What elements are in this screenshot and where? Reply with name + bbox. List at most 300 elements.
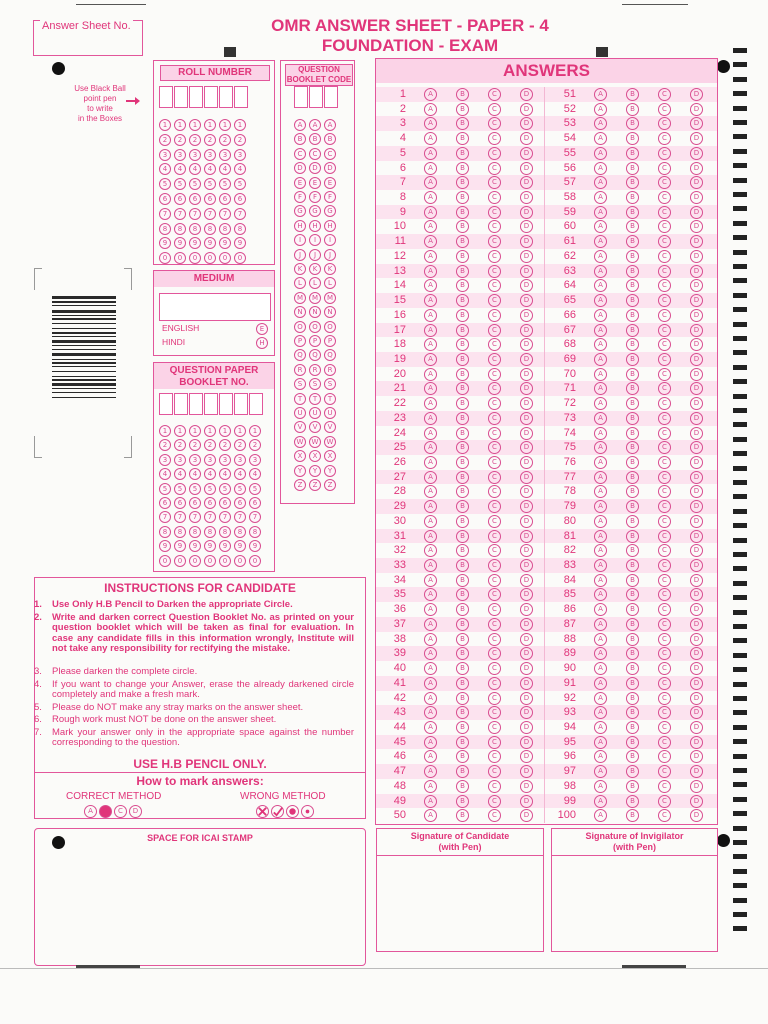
answer-bubble-d[interactable]: D [520,338,533,351]
answer-bubble-b[interactable]: B [456,706,469,719]
qp-booklet-bubble[interactable]: 0 [249,555,261,567]
answer-bubble-d[interactable]: D [690,471,703,484]
booklet-code-bubble[interactable]: H [309,220,321,232]
answer-bubble-b[interactable]: B [456,765,469,778]
booklet-code-bubble[interactable]: Y [324,465,336,477]
answer-bubble-d[interactable]: D [520,721,533,734]
answer-bubble-d[interactable]: D [690,500,703,513]
booklet-code-bubble[interactable]: F [324,191,336,203]
answer-bubble-c[interactable]: C [658,780,671,793]
answer-bubble-d[interactable]: D [690,530,703,543]
roll-number-bubble[interactable]: 2 [189,134,201,146]
qp-booklet-bubble[interactable]: 4 [189,468,201,480]
answer-bubble-a[interactable]: A [424,500,437,513]
answer-bubble-d[interactable]: D [520,544,533,557]
answer-bubble-b[interactable]: B [456,382,469,395]
answer-bubble-d[interactable]: D [520,692,533,705]
roll-number-bubble[interactable]: 0 [174,252,186,264]
roll-number-bubble[interactable]: 9 [234,237,246,249]
answer-bubble-a[interactable]: A [424,338,437,351]
answer-bubble-d[interactable]: D [520,750,533,763]
answer-bubble-c[interactable]: C [658,279,671,292]
answer-bubble-d[interactable]: D [520,588,533,601]
roll-number-bubble[interactable]: 3 [219,149,231,161]
answer-bubble-c[interactable]: C [658,353,671,366]
answer-bubble-d[interactable]: D [520,633,533,646]
answer-bubble-c[interactable]: C [488,618,501,631]
answer-bubble-b[interactable]: B [456,427,469,440]
answer-bubble-a[interactable]: A [424,441,437,454]
roll-number-bubble[interactable]: 7 [174,208,186,220]
answer-bubble-d[interactable]: D [520,176,533,189]
answer-bubble-a[interactable]: A [424,559,437,572]
roll-number-bubble[interactable]: 8 [219,223,231,235]
answer-bubble-d[interactable]: D [520,191,533,204]
answer-bubble-c[interactable]: C [488,265,501,278]
booklet-code-bubble[interactable]: A [294,119,306,131]
answer-bubble-d[interactable]: D [690,706,703,719]
medium-option-bubble[interactable]: E [256,323,268,335]
answer-bubble-b[interactable]: B [626,574,639,587]
answer-bubble-b[interactable]: B [456,309,469,322]
booklet-code-bubble[interactable]: P [294,335,306,347]
answer-bubble-a[interactable]: A [594,132,607,145]
answer-bubble-b[interactable]: B [626,265,639,278]
roll-number-bubble[interactable]: 8 [174,223,186,235]
answer-bubble-a[interactable]: A [424,574,437,587]
roll-number-bubble[interactable]: 6 [174,193,186,205]
answer-bubble-b[interactable]: B [626,294,639,307]
qp-booklet-bubble[interactable]: 3 [189,454,201,466]
answer-bubble-c[interactable]: C [658,574,671,587]
booklet-code-bubble[interactable]: C [309,148,321,160]
answer-bubble-c[interactable]: C [658,471,671,484]
qp-booklet-write-box[interactable] [159,393,173,415]
answer-bubble-b[interactable]: B [456,515,469,528]
answer-bubble-b[interactable]: B [626,397,639,410]
answer-bubble-a[interactable]: A [594,471,607,484]
answer-bubble-b[interactable]: B [456,324,469,337]
answer-bubble-a[interactable]: A [594,485,607,498]
booklet-code-bubble[interactable]: N [309,306,321,318]
answer-bubble-a[interactable]: A [594,530,607,543]
answer-bubble-b[interactable]: B [456,618,469,631]
qp-booklet-bubble[interactable]: 6 [234,497,246,509]
answer-bubble-c[interactable]: C [488,103,501,116]
qp-booklet-bubble[interactable]: 5 [174,483,186,495]
answer-bubble-a[interactable]: A [594,427,607,440]
qp-booklet-bubble[interactable]: 1 [234,425,246,437]
medium-option-hindi[interactable] [162,337,268,349]
booklet-code-bubble[interactable]: I [294,234,306,246]
qp-booklet-write-box[interactable] [249,393,263,415]
answer-bubble-c[interactable]: C [488,721,501,734]
answer-bubble-c[interactable]: C [488,500,501,513]
roll-number-write-box[interactable] [189,86,203,108]
booklet-code-bubble[interactable]: S [309,378,321,390]
answer-bubble-c[interactable]: C [658,618,671,631]
answer-bubble-a[interactable]: A [424,103,437,116]
answer-bubble-c[interactable]: C [488,147,501,160]
roll-number-bubble[interactable]: 1 [189,119,201,131]
answer-bubble-d[interactable]: D [690,88,703,101]
roll-number-bubble[interactable]: 2 [159,134,171,146]
answer-bubble-c[interactable]: C [658,397,671,410]
answer-bubble-d[interactable]: D [520,279,533,292]
answer-bubble-a[interactable]: A [594,397,607,410]
qp-booklet-bubble[interactable]: 7 [174,511,186,523]
answer-bubble-b[interactable]: B [626,338,639,351]
answer-bubble-a[interactable]: A [594,294,607,307]
booklet-code-bubble[interactable]: B [294,133,306,145]
answer-bubble-d[interactable]: D [520,530,533,543]
answer-bubble-b[interactable]: B [456,397,469,410]
booklet-code-bubble[interactable]: P [324,335,336,347]
answer-bubble-a[interactable]: A [424,530,437,543]
answer-bubble-a[interactable]: A [594,382,607,395]
answer-bubble-d[interactable]: D [690,456,703,469]
answer-bubble-a[interactable]: A [424,736,437,749]
answer-bubble-a[interactable]: A [424,176,437,189]
qp-booklet-bubble[interactable]: 3 [234,454,246,466]
answer-bubble-b[interactable]: B [626,750,639,763]
answer-bubble-c[interactable]: C [658,603,671,616]
answer-bubble-d[interactable]: D [520,736,533,749]
answer-bubble-a[interactable]: A [424,412,437,425]
answer-bubble-c[interactable]: C [658,176,671,189]
answer-bubble-d[interactable]: D [520,117,533,130]
roll-number-bubble[interactable]: 1 [219,119,231,131]
booklet-code-bubble[interactable]: V [294,421,306,433]
roll-number-bubble[interactable]: 0 [189,252,201,264]
answer-bubble-b[interactable]: B [626,132,639,145]
booklet-code-bubble[interactable]: W [324,436,336,448]
qp-booklet-bubble[interactable]: 3 [159,454,171,466]
qp-booklet-bubble[interactable]: 9 [174,540,186,552]
qp-booklet-write-box[interactable] [204,393,218,415]
qp-booklet-write-box[interactable] [174,393,188,415]
answer-bubble-c[interactable]: C [658,530,671,543]
booklet-code-bubble[interactable]: O [294,321,306,333]
answer-bubble-a[interactable]: A [424,809,437,822]
answer-bubble-a[interactable]: A [594,692,607,705]
answer-bubble-c[interactable]: C [488,603,501,616]
answer-bubble-d[interactable]: D [690,588,703,601]
booklet-code-bubble[interactable]: Z [294,479,306,491]
booklet-code-bubble[interactable]: M [309,292,321,304]
qp-booklet-bubble[interactable]: 7 [219,511,231,523]
booklet-code-bubble[interactable]: S [324,378,336,390]
answer-bubble-a[interactable]: A [424,117,437,130]
qp-booklet-bubble[interactable]: 2 [219,439,231,451]
qp-booklet-bubble[interactable]: 7 [249,511,261,523]
booklet-code-bubble[interactable]: Q [309,349,321,361]
answer-bubble-a[interactable]: A [594,559,607,572]
answer-bubble-b[interactable]: B [626,162,639,175]
answer-bubble-c[interactable]: C [488,368,501,381]
roll-number-bubble[interactable]: 7 [159,208,171,220]
answer-bubble-b[interactable]: B [456,206,469,219]
roll-number-bubble[interactable]: 9 [219,237,231,249]
answer-bubble-c[interactable]: C [658,427,671,440]
answer-bubble-a[interactable]: A [424,382,437,395]
answer-bubble-d[interactable]: D [690,677,703,690]
answer-bubble-b[interactable]: B [626,471,639,484]
answer-bubble-d[interactable]: D [690,736,703,749]
answer-bubble-b[interactable]: B [626,456,639,469]
answer-bubble-a[interactable]: A [594,809,607,822]
answer-bubble-b[interactable]: B [626,220,639,233]
answer-bubble-d[interactable]: D [520,427,533,440]
answer-bubble-c[interactable]: C [658,250,671,263]
answer-bubble-c[interactable]: C [488,574,501,587]
qp-booklet-bubble[interactable]: 8 [189,526,201,538]
qp-booklet-bubble[interactable]: 3 [219,454,231,466]
answer-bubble-a[interactable]: A [594,603,607,616]
answer-bubble-c[interactable]: C [488,309,501,322]
answer-bubble-c[interactable]: C [658,191,671,204]
answer-bubble-d[interactable]: D [520,382,533,395]
booklet-code-bubble[interactable]: X [309,450,321,462]
answer-bubble-c[interactable]: C [488,382,501,395]
qp-booklet-bubble[interactable]: 2 [159,439,171,451]
qp-booklet-bubble[interactable]: 4 [219,468,231,480]
booklet-code-bubble[interactable]: R [309,364,321,376]
roll-number-bubble[interactable]: 5 [174,178,186,190]
answer-bubble-b[interactable]: B [626,530,639,543]
answer-bubble-b[interactable]: B [456,147,469,160]
booklet-code-bubble[interactable]: K [324,263,336,275]
answer-bubble-d[interactable]: D [690,780,703,793]
answer-bubble-a[interactable]: A [594,368,607,381]
answer-bubble-b[interactable]: B [626,544,639,557]
booklet-code-bubble[interactable]: B [309,133,321,145]
answer-bubble-b[interactable]: B [456,162,469,175]
answer-bubble-d[interactable]: D [520,706,533,719]
booklet-code-bubble[interactable]: K [309,263,321,275]
answer-bubble-c[interactable]: C [488,250,501,263]
answer-bubble-a[interactable]: A [424,147,437,160]
answer-bubble-d[interactable]: D [520,647,533,660]
qp-booklet-bubble[interactable]: 8 [234,526,246,538]
answer-bubble-a[interactable]: A [424,250,437,263]
booklet-code-write-box[interactable] [324,86,338,108]
answer-bubble-d[interactable]: D [690,338,703,351]
answer-bubble-a[interactable]: A [424,294,437,307]
answer-bubble-b[interactable]: B [456,117,469,130]
answer-bubble-c[interactable]: C [488,279,501,292]
roll-number-write-box[interactable] [234,86,248,108]
answer-bubble-d[interactable]: D [690,721,703,734]
qp-booklet-bubble[interactable]: 2 [174,439,186,451]
answer-bubble-b[interactable]: B [626,206,639,219]
answer-bubble-a[interactable]: A [594,265,607,278]
answer-bubble-d[interactable]: D [690,117,703,130]
answer-bubble-a[interactable]: A [424,515,437,528]
roll-number-bubble[interactable]: 7 [219,208,231,220]
answer-bubble-b[interactable]: B [456,176,469,189]
answer-bubble-d[interactable]: D [690,692,703,705]
booklet-code-bubble[interactable]: Y [309,465,321,477]
answer-bubble-b[interactable]: B [456,603,469,616]
answer-bubble-b[interactable]: B [456,544,469,557]
qp-booklet-bubble[interactable]: 7 [189,511,201,523]
qp-booklet-write-box[interactable] [219,393,233,415]
booklet-code-bubble[interactable]: V [324,421,336,433]
answer-bubble-a[interactable]: A [594,618,607,631]
roll-number-bubble[interactable]: 2 [234,134,246,146]
answer-bubble-c[interactable]: C [488,206,501,219]
answer-bubble-d[interactable]: D [520,515,533,528]
answer-bubble-c[interactable]: C [658,162,671,175]
qp-booklet-bubble[interactable]: 3 [174,454,186,466]
roll-number-bubble[interactable]: 8 [234,223,246,235]
answer-bubble-d[interactable]: D [520,603,533,616]
qp-booklet-bubble[interactable]: 2 [189,439,201,451]
roll-number-bubble[interactable]: 0 [204,252,216,264]
booklet-code-bubble[interactable]: A [324,119,336,131]
answer-bubble-c[interactable]: C [488,471,501,484]
answer-bubble-a[interactable]: A [594,176,607,189]
answer-bubble-c[interactable]: C [658,795,671,808]
roll-number-bubble[interactable]: 3 [174,149,186,161]
booklet-code-bubble[interactable]: P [309,335,321,347]
roll-number-bubble[interactable]: 7 [189,208,201,220]
answer-bubble-b[interactable]: B [456,809,469,822]
answer-bubble-a[interactable]: A [594,206,607,219]
answer-bubble-c[interactable]: C [658,677,671,690]
answer-bubble-a[interactable]: A [594,235,607,248]
answer-bubble-d[interactable]: D [690,132,703,145]
answer-bubble-a[interactable]: A [424,206,437,219]
answer-bubble-d[interactable]: D [690,397,703,410]
answer-bubble-c[interactable]: C [658,515,671,528]
answer-bubble-a[interactable]: A [424,750,437,763]
answer-bubble-c[interactable]: C [488,412,501,425]
qp-booklet-bubble[interactable]: 4 [159,468,171,480]
qp-booklet-bubble[interactable]: 6 [189,497,201,509]
qp-booklet-bubble[interactable]: 6 [219,497,231,509]
qp-booklet-bubble[interactable]: 2 [234,439,246,451]
qp-booklet-bubble[interactable]: 6 [174,497,186,509]
qp-booklet-bubble[interactable]: 6 [249,497,261,509]
answer-bubble-b[interactable]: B [456,279,469,292]
booklet-code-bubble[interactable]: K [294,263,306,275]
answer-bubble-c[interactable]: C [488,544,501,557]
roll-number-bubble[interactable]: 2 [219,134,231,146]
booklet-code-bubble[interactable]: T [324,393,336,405]
booklet-code-bubble[interactable]: L [294,277,306,289]
qp-booklet-bubble[interactable]: 0 [234,555,246,567]
answer-bubble-d[interactable]: D [520,485,533,498]
answer-bubble-c[interactable]: C [488,780,501,793]
answer-bubble-d[interactable]: D [520,471,533,484]
answer-bubble-a[interactable]: A [424,265,437,278]
qp-booklet-bubble[interactable]: 9 [189,540,201,552]
roll-number-bubble[interactable]: 9 [204,237,216,249]
answer-bubble-a[interactable]: A [594,765,607,778]
booklet-code-bubble[interactable]: M [294,292,306,304]
answer-bubble-a[interactable]: A [424,618,437,631]
booklet-code-bubble[interactable]: T [294,393,306,405]
booklet-code-bubble[interactable]: C [324,148,336,160]
answer-bubble-a[interactable]: A [424,324,437,337]
roll-number-bubble[interactable]: 1 [159,119,171,131]
answer-bubble-c[interactable]: C [658,765,671,778]
qp-booklet-bubble[interactable]: 5 [204,483,216,495]
answer-bubble-c[interactable]: C [488,809,501,822]
answer-bubble-b[interactable]: B [626,117,639,130]
roll-number-write-box[interactable] [174,86,188,108]
answer-bubble-d[interactable]: D [520,235,533,248]
answer-bubble-d[interactable]: D [520,147,533,160]
booklet-code-bubble[interactable]: E [294,177,306,189]
answer-bubble-a[interactable]: A [424,309,437,322]
answer-bubble-a[interactable]: A [594,574,607,587]
booklet-code-bubble[interactable]: C [294,148,306,160]
roll-number-bubble[interactable]: 5 [204,178,216,190]
answer-bubble-b[interactable]: B [626,500,639,513]
answer-bubble-b[interactable]: B [626,176,639,189]
booklet-code-bubble[interactable]: F [294,191,306,203]
answer-bubble-d[interactable]: D [690,618,703,631]
qp-booklet-bubble[interactable]: 5 [234,483,246,495]
booklet-code-bubble[interactable]: S [294,378,306,390]
answer-bubble-b[interactable]: B [456,353,469,366]
answer-bubble-d[interactable]: D [690,647,703,660]
answer-bubble-d[interactable]: D [690,382,703,395]
answer-bubble-b[interactable]: B [626,309,639,322]
booklet-code-bubble[interactable]: O [309,321,321,333]
answer-bubble-b[interactable]: B [626,809,639,822]
qp-booklet-bubble[interactable]: 1 [219,425,231,437]
answer-bubble-b[interactable]: B [626,795,639,808]
answer-bubble-d[interactable]: D [690,279,703,292]
booklet-code-write-box[interactable] [309,86,323,108]
roll-number-bubble[interactable]: 6 [219,193,231,205]
booklet-code-bubble[interactable]: W [309,436,321,448]
qp-booklet-bubble[interactable]: 4 [204,468,216,480]
answer-bubble-c[interactable]: C [488,795,501,808]
roll-number-bubble[interactable]: 2 [204,134,216,146]
answer-bubble-d[interactable]: D [520,397,533,410]
answer-bubble-c[interactable]: C [488,88,501,101]
answer-bubble-a[interactable]: A [424,692,437,705]
qp-booklet-bubble[interactable]: 2 [249,439,261,451]
answer-bubble-d[interactable]: D [690,765,703,778]
answer-bubble-b[interactable]: B [456,338,469,351]
answer-bubble-a[interactable]: A [594,88,607,101]
booklet-code-bubble[interactable]: N [294,306,306,318]
answer-bubble-b[interactable]: B [456,235,469,248]
roll-number-bubble[interactable]: 0 [234,252,246,264]
answer-bubble-d[interactable]: D [520,206,533,219]
answer-bubble-d[interactable]: D [690,324,703,337]
qp-booklet-bubble[interactable]: 9 [219,540,231,552]
roll-number-bubble[interactable]: 3 [189,149,201,161]
answer-bubble-a[interactable]: A [424,427,437,440]
answer-bubble-d[interactable]: D [520,795,533,808]
answer-bubble-a[interactable]: A [594,353,607,366]
answer-bubble-c[interactable]: C [658,103,671,116]
answer-bubble-a[interactable]: A [424,633,437,646]
booklet-code-bubble[interactable]: L [309,277,321,289]
answer-bubble-a[interactable]: A [424,235,437,248]
answer-bubble-d[interactable]: D [520,412,533,425]
answer-bubble-d[interactable]: D [520,103,533,116]
answer-bubble-d[interactable]: D [520,353,533,366]
answer-bubble-c[interactable]: C [658,809,671,822]
